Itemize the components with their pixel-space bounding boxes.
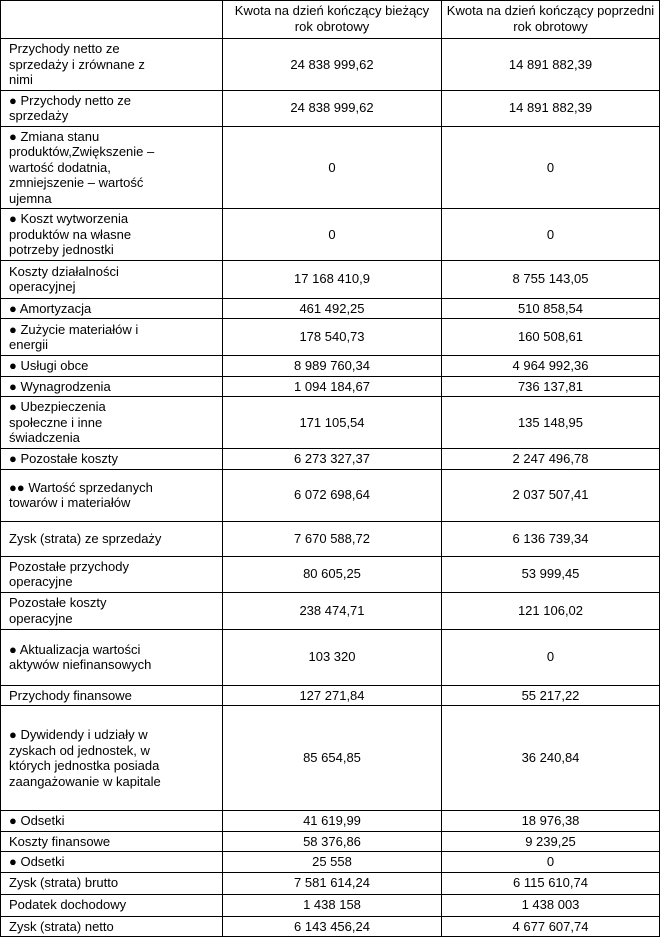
row-previous-value: 121 106,02: [442, 592, 660, 629]
row-current-value: 17 168 410,9: [223, 260, 442, 298]
row-label: ● Zużycie materiałów i energii: [1, 319, 223, 356]
row-current-value: 0: [223, 209, 442, 261]
row-label: ●● Wartość sprzedanych towarów i materiałów: [1, 469, 223, 521]
table-row: [1, 685, 660, 706]
row-previous-value: 6 115 610,74: [442, 872, 660, 894]
row-current-value: 171 105,54: [223, 397, 442, 449]
table-row: [1, 319, 660, 356]
table-row: [1, 39, 660, 91]
row-previous-value: 18 976,38: [442, 811, 660, 832]
row-label: ● Wynagrodzenia: [1, 376, 223, 397]
row-current-value: 6 072 698,64: [223, 469, 442, 521]
row-current-value: 178 540,73: [223, 319, 442, 356]
row-previous-value: 53 999,45: [442, 556, 660, 592]
row-current-value: 1 094 184,67: [223, 376, 442, 397]
table-row: [1, 298, 660, 319]
row-current-value: 41 619,99: [223, 811, 442, 832]
row-previous-value: 55 217,22: [442, 685, 660, 706]
row-label: Pozostałe koszty operacyjne: [1, 592, 223, 629]
row-label: Pozostałe przychody operacyjne: [1, 556, 223, 592]
row-current-value: 7 581 614,24: [223, 872, 442, 894]
row-previous-value: 0: [442, 629, 660, 685]
table-row: [1, 260, 660, 298]
table-row: [1, 811, 660, 832]
table-row: [1, 556, 660, 592]
row-label: ● Odsetki: [1, 811, 223, 832]
row-previous-value: 4 964 992,36: [442, 356, 660, 377]
table-row: [1, 629, 660, 685]
row-current-value: 1 438 158: [223, 894, 442, 916]
row-previous-value: 510 858,54: [442, 298, 660, 319]
table-row: [1, 706, 660, 811]
row-label: ● Dywidendy i udziały w zyskach od jednostek, w których jednostka posiada zaangażowanie w kapitale: [1, 706, 223, 811]
table-row: [1, 449, 660, 470]
row-current-value: 24 838 999,62: [223, 90, 442, 126]
table-row: [1, 90, 660, 126]
table-row: [1, 894, 660, 916]
row-current-value: 103 320: [223, 629, 442, 685]
row-current-value: 127 271,84: [223, 685, 442, 706]
row-label: Przychody netto ze sprzedaży i zrównane z nimi: [1, 39, 223, 91]
table-row: [1, 126, 660, 209]
row-label: Zysk (strata) brutto: [1, 872, 223, 894]
row-current-value: 8 989 760,34: [223, 356, 442, 377]
header-previous-year: Kwota na dzień kończący poprzedni rok obrotowy: [442, 1, 660, 39]
row-current-value: 85 654,85: [223, 706, 442, 811]
row-current-value: 6 143 456,24: [223, 916, 442, 937]
row-label: Zysk (strata) netto: [1, 916, 223, 937]
table-row: [1, 376, 660, 397]
row-label: ● Zmiana stanu produktów,Zwiększenie – wartość dodatnia, zmniejszenie – wartość ujemna: [1, 126, 223, 209]
row-previous-value: 9 239,25: [442, 831, 660, 852]
row-previous-value: 6 136 739,34: [442, 521, 660, 556]
row-previous-value: 2 247 496,78: [442, 449, 660, 470]
row-label: ● Amortyzacja: [1, 298, 223, 319]
table-row: [1, 852, 660, 873]
table-row: [1, 872, 660, 894]
table-row: [1, 356, 660, 377]
row-previous-value: 0: [442, 126, 660, 209]
table-row: [1, 592, 660, 629]
row-current-value: 25 558: [223, 852, 442, 873]
header-current-year: Kwota na dzień kończący bieżący rok obrotowy: [223, 1, 442, 39]
row-previous-value: 36 240,84: [442, 706, 660, 811]
row-label: Podatek dochodowy: [1, 894, 223, 916]
row-label: ● Pozostałe koszty: [1, 449, 223, 470]
row-previous-value: 8 755 143,05: [442, 260, 660, 298]
row-previous-value: 1 438 003: [442, 894, 660, 916]
row-previous-value: 14 891 882,39: [442, 39, 660, 91]
row-previous-value: 160 508,61: [442, 319, 660, 356]
row-current-value: 58 376,86: [223, 831, 442, 852]
row-label: Koszty finansowe: [1, 831, 223, 852]
table-row: [1, 469, 660, 521]
row-current-value: 6 273 327,37: [223, 449, 442, 470]
row-label: Koszty działalności operacyjnej: [1, 260, 223, 298]
row-label: ● Aktualizacja wartości aktywów niefinansowych: [1, 629, 223, 685]
row-current-value: 0: [223, 126, 442, 209]
row-current-value: 7 670 588,72: [223, 521, 442, 556]
row-label: ● Usługi obce: [1, 356, 223, 377]
row-label: ● Przychody netto ze sprzedaży: [1, 90, 223, 126]
table-row: [1, 397, 660, 449]
row-label: Przychody finansowe: [1, 685, 223, 706]
header-label-cell: [1, 1, 223, 39]
header-row: [1, 1, 660, 39]
row-previous-value: 2 037 507,41: [442, 469, 660, 521]
row-current-value: 24 838 999,62: [223, 39, 442, 91]
row-label: ● Ubezpieczenia społeczne i inne świadczenia: [1, 397, 223, 449]
row-current-value: 238 474,71: [223, 592, 442, 629]
row-current-value: 461 492,25: [223, 298, 442, 319]
table-row: [1, 521, 660, 556]
row-label: ● Odsetki: [1, 852, 223, 873]
row-label: Zysk (strata) ze sprzedaży: [1, 521, 223, 556]
row-label: ● Koszt wytworzenia produktów na własne potrzeby jednostki: [1, 209, 223, 261]
row-previous-value: 4 677 607,74: [442, 916, 660, 937]
row-previous-value: 736 137,81: [442, 376, 660, 397]
table-row: [1, 916, 660, 937]
table-row: [1, 831, 660, 852]
row-previous-value: 14 891 882,39: [442, 90, 660, 126]
row-current-value: 80 605,25: [223, 556, 442, 592]
row-previous-value: 0: [442, 852, 660, 873]
row-previous-value: 0: [442, 209, 660, 261]
table-row: [1, 209, 660, 261]
row-previous-value: 135 148,95: [442, 397, 660, 449]
